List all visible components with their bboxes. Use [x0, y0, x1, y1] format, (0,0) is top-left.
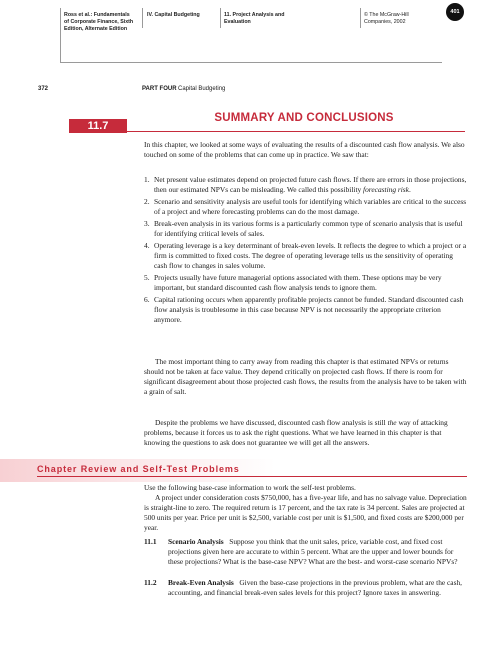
- list-item: [144, 295, 467, 325]
- intro-paragraph: [144, 140, 467, 160]
- summary-list: [144, 175, 467, 327]
- problem-item: [144, 578, 467, 598]
- section-rule: [69, 131, 465, 132]
- paragraph-text: Despite the problems we have discussed, discounted cash flow analysis is still: [155, 418, 388, 427]
- paragraph-text: way of attacking problems, because it forces us to ask the right questions. What we have learned in this chapter is that knowing the questions to ask does not guarantee we will get all the answers.: [144, 418, 448, 447]
- list-emphasis: forecasting risk: [363, 185, 409, 194]
- section-title: SUMMARY AND CONCLUSIONS: [214, 112, 394, 124]
- header-part: [147, 12, 200, 19]
- paragraph-emphasis: the: [387, 418, 397, 427]
- header-line: Edition, Alternate Edition: [64, 26, 128, 33]
- header-line: 11. Project Analysis and: [224, 12, 285, 18]
- header-divider: [142, 8, 143, 28]
- header-line: Companies, 2002: [364, 19, 406, 26]
- list-text: Projects usually have future managerial options associated with them. These options may be very important, but standard discounted cash flow analysis tends to ignore them.: [154, 273, 442, 292]
- intro-text: In this chapter, we looked at some ways of evaluating the results of a discounted cash flow analysis. We also touched on some of the problems that can come up in practice. We saw that:: [144, 140, 465, 159]
- list-item: [144, 241, 467, 271]
- header-line: IV. Capital Budgeting: [147, 12, 200, 18]
- header-chapter: [224, 12, 284, 26]
- list-text: Break-even analysis in its various forms is a particularly common type of scenario analysis that is useful for identifying critical levels of sales.: [154, 219, 463, 238]
- header-divider: [220, 8, 221, 28]
- conclusion-paragraph-2: [144, 418, 467, 448]
- part-label: PART FOUR: [142, 86, 177, 92]
- list-text: .: [408, 185, 411, 194]
- section-number: 11.7: [69, 119, 127, 133]
- list-number: 2.: [144, 197, 150, 206]
- header-line: Evaluation: [224, 19, 251, 26]
- paragraph-text: The most important thing to carry away from reading this chapter is that estimated NPVs or returns should not be taken at face value. They depend critically on projected cash flows. If there is room for significant disagreement about those projected cash flows, the results from the analysis have to be taken with a grain of salt.: [144, 357, 467, 396]
- problem-number: 11.1: [144, 537, 157, 546]
- paragraph-text: A project under consideration costs $750,000, has a five-year life, and has no salvage value. Depreciation is straight-line to zero. The required return is 17 percent, and the tax rate is 34 percent. Sales are projected at 500 units per year. Price per unit is $2,500, variable cost per unit is $1,500, and fixed costs are $200,000 per year.: [144, 493, 467, 532]
- list-item: [144, 219, 467, 239]
- review-heading: Chapter Review and Self-Test Problems: [37, 464, 240, 474]
- problem-title: Scenario Analysis: [168, 537, 224, 546]
- paragraph-text: Use the following base-case information to work the self-test problems.: [144, 483, 356, 492]
- list-number: 6.: [144, 295, 150, 304]
- header-copyright: [364, 12, 409, 26]
- list-number: 3.: [144, 219, 150, 228]
- page-badge: 401: [446, 3, 464, 21]
- list-item: [144, 197, 467, 217]
- review-rule: [37, 476, 467, 477]
- problem-title: Break-Even Analysis: [168, 578, 234, 587]
- header-book-title: [64, 12, 133, 34]
- problem-text: Given the base-case projections in the previous problem, what are the cash, accounting, and financial break-even sales levels for this project? Ignore taxes in answering.: [168, 578, 462, 597]
- page-number: 372: [38, 86, 49, 92]
- header-line: of Corporate Finance, Sixth: [64, 19, 134, 26]
- header-line: Ross et al.: Fundamentals: [64, 12, 130, 18]
- list-item: [144, 273, 467, 293]
- problem-text: Suppose you think that the unit sales, price, variable cost, and fixed cost projections given here are accurate to within 5 percent. What are the upper and lower bounds for these projections? What is the base-case NPV? What are the best- and worst-case scenario NPVs?: [168, 537, 458, 566]
- list-number: 1.: [144, 175, 150, 184]
- problem-item: [144, 537, 467, 567]
- problem-number: 11.2: [144, 578, 157, 587]
- list-text: Capital rationing occurs when apparently profitable projects cannot be funded. Standard discounted cash flow analysis is troublesome in this case because NPV is not necessarily the appropriate criterion anymore.: [154, 295, 464, 324]
- list-item: [144, 175, 467, 195]
- list-number: 5.: [144, 273, 150, 282]
- review-intro: [144, 483, 467, 533]
- list-text: Operating leverage is a key determinant of break-even levels. It reflects the degree to which a project or a firm is committed to fixed costs. The degree of operating leverage tells us the sensitivity of operating cash flow to changes in sales volume.: [154, 241, 467, 270]
- list-text: Scenario and sensitivity analysis are useful tools for identifying which variables are critical to the success of a project and where forecasting problems can do the most damage.: [154, 197, 467, 216]
- header-line: © The McGraw-Hill: [364, 12, 409, 18]
- header-divider: [360, 8, 361, 28]
- conclusion-paragraph: [144, 357, 467, 397]
- part-title: Capital Budgeting: [178, 86, 226, 92]
- list-number: 4.: [144, 241, 150, 250]
- running-header: [0, 0, 500, 62]
- list-text: Net present value estimates depend on projected future cash flows. If there are errors in those projections, then our estimated NPVs can be misleading. We called this possibility: [154, 175, 467, 194]
